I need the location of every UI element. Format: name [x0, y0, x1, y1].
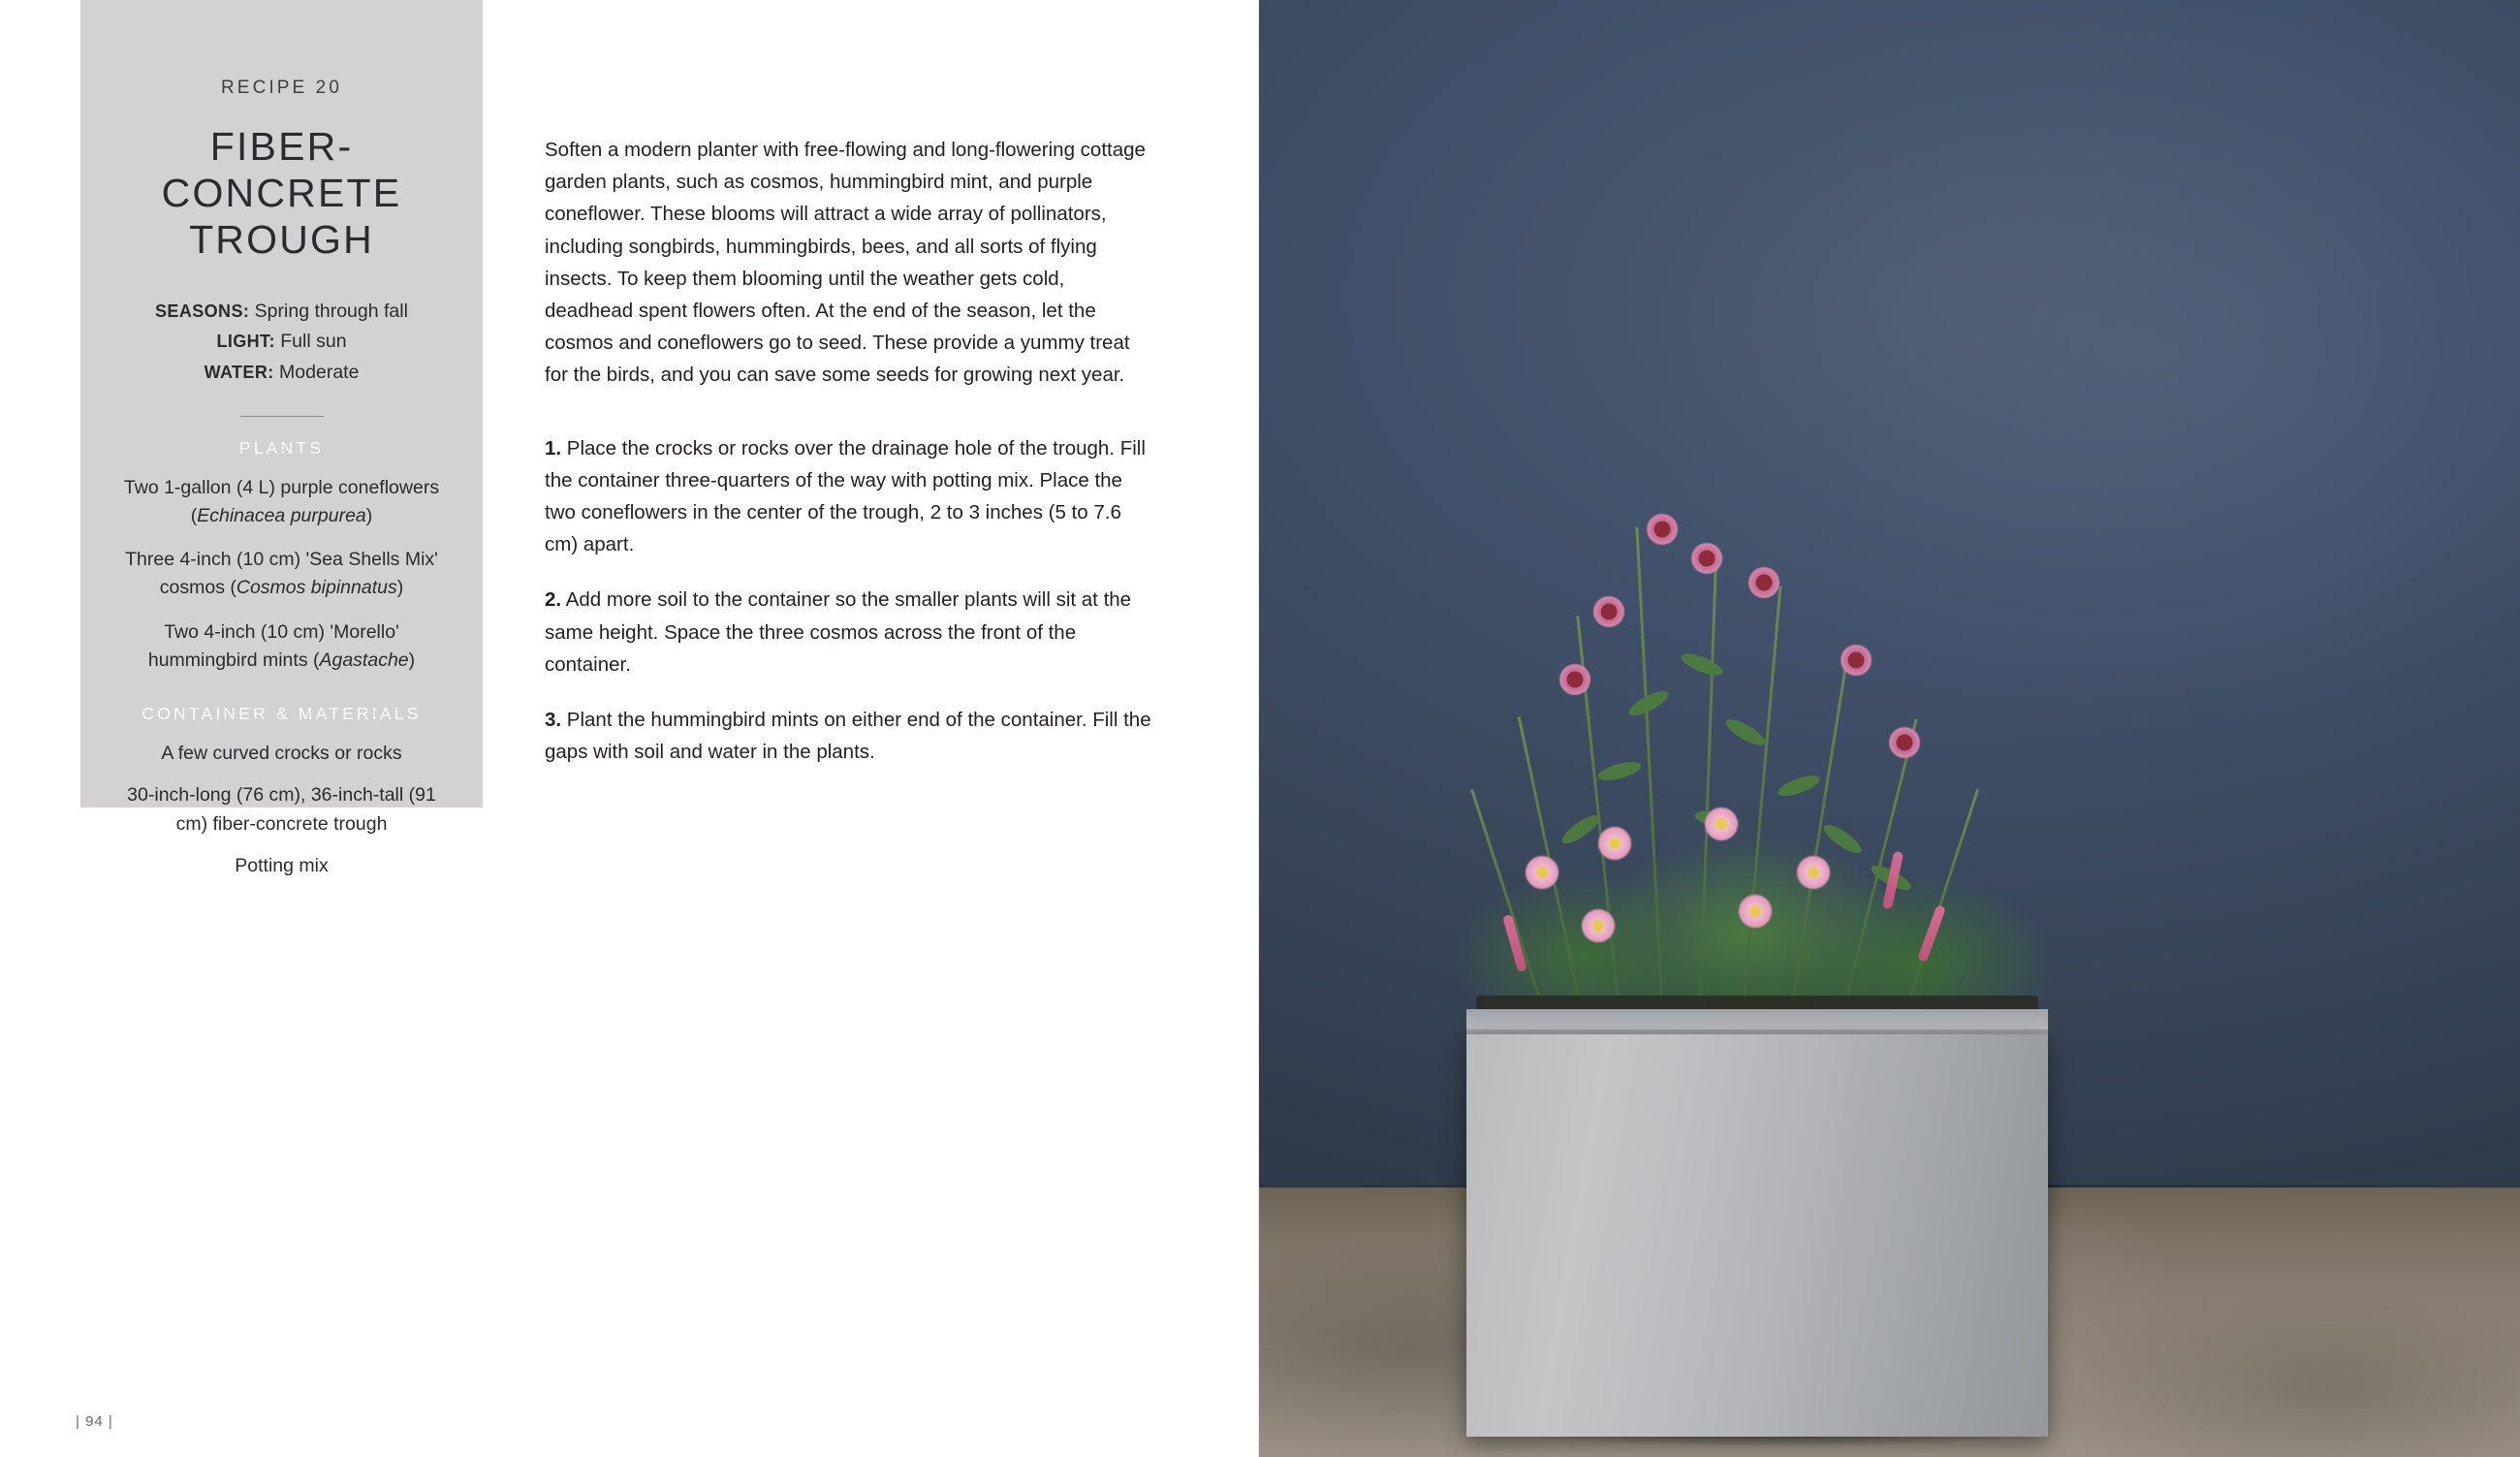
- body-column: [545, 134, 1155, 791]
- spec-seasons: [115, 297, 448, 328]
- intro-paragraph: Soften a modern planter with free-flowing and long-flowering cottage garden plants, such as cosmos, hummingbird mint, and purple coneflower. These blooms will attract a wide array of pollinators, including songbirds, hummingbirds, bees, and all sorts of flying insects. To keep them blooming until the weather gets cold, deadhead spent flowers often. At the end of the season, let the cosmos and coneflowers go to seed. These provide a yummy treat for the birds, and you can save some seeds for growing next year.: [545, 139, 1146, 387]
- recipe-number: RECIPE 20: [220, 78, 343, 98]
- step-number: 1.: [545, 436, 562, 459]
- plant-text-before: Two 4-inch (10 cm) 'Morello' hummingbird mints (: [147, 620, 399, 671]
- recipe-info-panel: [80, 0, 483, 876]
- panel-divider: [240, 416, 324, 417]
- plant-item: [115, 546, 448, 603]
- plant-botanical-name: Agastache: [319, 649, 409, 671]
- coneflower-bloom: [1748, 566, 1780, 599]
- left-page: [0, 0, 1258, 1457]
- agastache-spike: [1917, 904, 1946, 963]
- plant-item: [115, 474, 448, 531]
- spec-light-label: LIGHT:: [216, 332, 275, 352]
- plant-botanical-name: Cosmos bipinnatus: [236, 577, 397, 599]
- recipe-photo: [1258, 0, 2520, 1457]
- spec-light: [115, 327, 448, 358]
- plant-text-before: Three 4-inch (10 cm) 'Sea Shells Mix' cosmos (: [125, 549, 438, 599]
- coneflower-bloom: [1888, 726, 1921, 759]
- plant-text-after: ): [365, 504, 373, 526]
- step-text: Place the crocks or rocks over the drainage hole of the trough. Fill the container three-quarters of the way with potting mix. Place the two coneflowers in the center of the trough, 2 to 3 inches (5 to 7.6 cm) apart.: [545, 436, 1146, 556]
- coneflower-bloom: [1690, 542, 1723, 575]
- leaf: [1722, 715, 1768, 750]
- spec-water-label: WATER:: [204, 363, 274, 383]
- spec-seasons-value: Spring through fall: [254, 300, 408, 322]
- leaf: [1679, 649, 1725, 680]
- spec-water: [115, 358, 448, 389]
- spec-water-value: Moderate: [279, 362, 360, 384]
- spec-seasons-label: SEASONS:: [155, 301, 250, 321]
- coneflower-bloom: [1559, 663, 1591, 696]
- material-item: 30-inch-long (76 cm), 36-inch-tall (91 cm) fiber-concrete trough: [127, 784, 436, 835]
- plant-item: [115, 618, 448, 676]
- plant-text-after: ): [396, 577, 404, 599]
- stem: [1844, 719, 1917, 1002]
- plant-stems: [1500, 459, 2004, 1001]
- step-item: [545, 584, 1155, 681]
- material-item: Potting mix: [235, 854, 329, 876]
- stem: [1699, 560, 1717, 1001]
- right-page: [1258, 0, 2520, 1457]
- leaf: [1776, 772, 1822, 801]
- step-item: [545, 704, 1155, 768]
- plant-botanical-name: Echinacea purpurea: [197, 504, 366, 526]
- leaf: [1596, 758, 1643, 783]
- spec-light-value: Full sun: [280, 331, 347, 353]
- coneflower-bloom: [1840, 644, 1873, 677]
- plant-text-after: ): [408, 649, 416, 671]
- step-text: Plant the hummingbird mints on either end of the container. Fill the gaps with soil and water in the plants.: [545, 709, 1151, 764]
- coneflower-bloom: [1592, 595, 1625, 628]
- cosmos-bloom: [1592, 821, 1637, 866]
- cosmos-bloom: [1576, 903, 1621, 948]
- fiber-concrete-trough: [1466, 1034, 2048, 1437]
- cosmos-bloom: [1520, 850, 1564, 895]
- stem: [1743, 586, 1781, 1002]
- cosmos-bloom: [1699, 802, 1744, 846]
- recipe-title: FIBER-CONCRETE TROUGH: [161, 124, 402, 262]
- material-item: A few curved crocks or rocks: [161, 743, 402, 765]
- step-item: [545, 432, 1155, 561]
- step-number: 2.: [545, 588, 562, 612]
- step-number: 3.: [545, 709, 562, 732]
- page-number: | 94 |: [76, 1413, 113, 1430]
- plants-heading: PLANTS: [238, 437, 325, 458]
- stem: [1907, 789, 1979, 1002]
- plant-text-before: Two 1-gallon (4 L) purple coneflowers (: [123, 476, 440, 526]
- cosmos-bloom: [1791, 850, 1836, 895]
- page-gutter: [1258, 0, 1259, 1457]
- step-text: Add more soil to the container so the smaller plants will sit at the same height. Space the three cosmos across the front of the container.: [545, 588, 1132, 676]
- cosmos-bloom: [1733, 889, 1778, 934]
- leaf: [1820, 820, 1865, 858]
- materials-heading: CONTAINER & MATERIALS: [142, 704, 422, 724]
- coneflower-bloom: [1646, 513, 1679, 546]
- leaf: [1625, 686, 1672, 720]
